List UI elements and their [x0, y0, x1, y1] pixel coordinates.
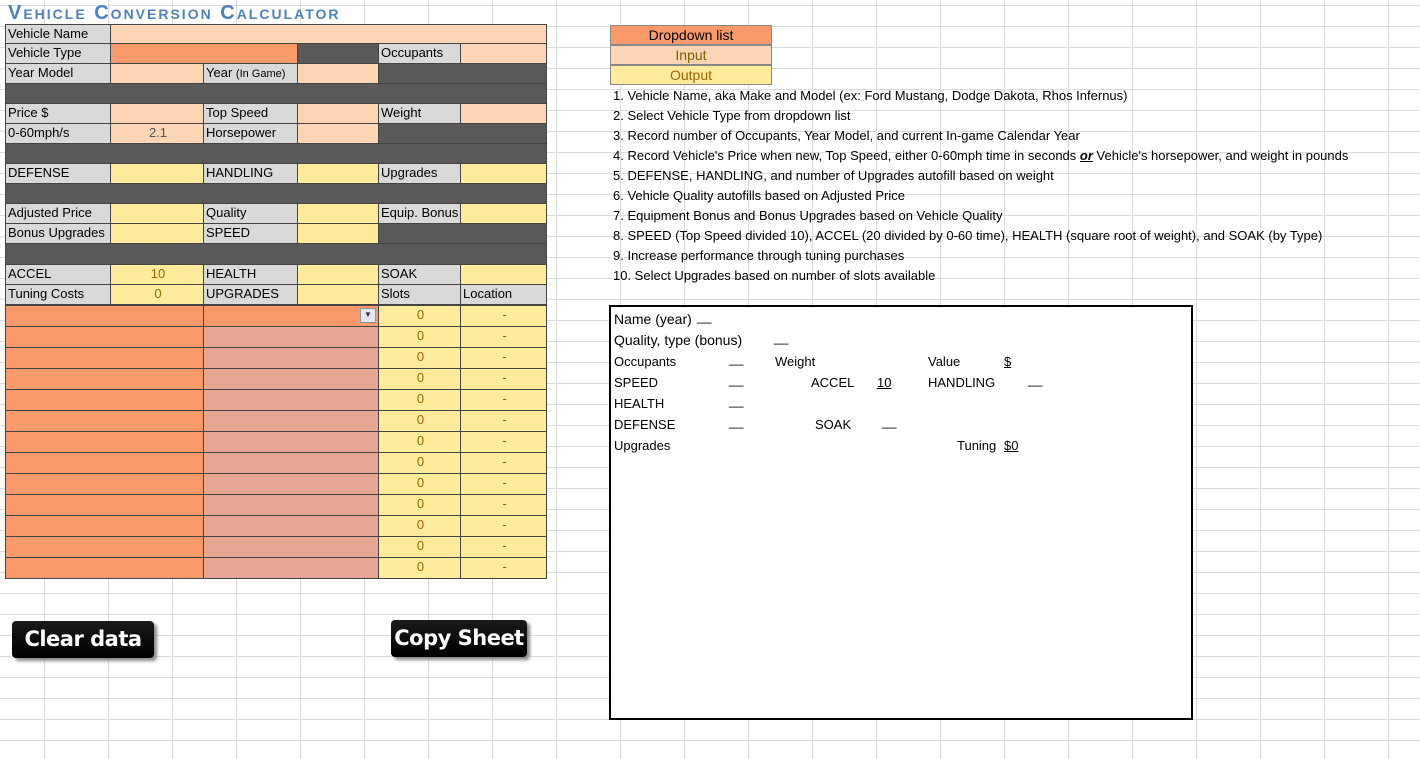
- copy-sheet-button[interactable]: Copy Sheet: [391, 620, 527, 657]
- upgrade-select-cell[interactable]: [203, 536, 379, 558]
- upgrade-select-cell[interactable]: [203, 494, 379, 516]
- instruction-3: 3. Record number of Occupants, Year Model, and current In-game Calendar Year: [613, 128, 1080, 143]
- occupants-label: Occupants: [378, 43, 461, 64]
- dark-band: [5, 243, 547, 265]
- weight-input[interactable]: [460, 103, 547, 124]
- speed-label: SPEED: [203, 223, 298, 244]
- upgrade-select-cell[interactable]: [203, 305, 379, 327]
- in-game-note: (In Game): [235, 68, 286, 80]
- year-label-text: Year: [206, 65, 233, 80]
- horsepower-label: Horsepower: [203, 123, 298, 144]
- upgrade-name-cell[interactable]: [5, 326, 204, 348]
- equip-bonus-label: Equip. Bonus: [378, 203, 461, 224]
- upgrade-location-cell: -: [460, 305, 547, 327]
- tuning-costs-label: Tuning Costs: [5, 284, 111, 305]
- upgrade-slots-cell: 0: [378, 536, 461, 558]
- upgrades-column-header: UPGRADES: [203, 284, 298, 305]
- upgrade-slots-cell: 0: [378, 452, 461, 474]
- horsepower-input[interactable]: [297, 123, 379, 144]
- instruction-8: 8. SPEED (Top Speed divided 10), ACCEL (20 divided by 0-60 time), HEALTH (square root of weight), and SOAK (by Type): [613, 228, 1323, 243]
- card-tuning-label: Tuning: [957, 438, 997, 453]
- health-label: HEALTH: [203, 264, 298, 285]
- upgrade-location-cell: -: [460, 431, 547, 453]
- weight-label: Weight: [378, 103, 461, 124]
- upgrade-name-cell[interactable]: [5, 389, 204, 411]
- upgrade-slots-cell: 0: [378, 494, 461, 516]
- dark-band: [5, 83, 547, 104]
- defense-label: DEFENSE: [5, 163, 111, 184]
- upgrade-name-cell[interactable]: [5, 305, 204, 327]
- instruction-1: 1. Vehicle Name, aka Make and Model (ex: Ford Mustang, Dodge Dakota, Rhos Infernus): [613, 88, 1128, 103]
- card-speed-value: __: [729, 372, 744, 387]
- tuning-costs-output: 0: [110, 284, 204, 305]
- defense-output: [110, 163, 204, 184]
- upgrade-name-cell[interactable]: [5, 473, 204, 495]
- upgrade-slots-cell: 0: [378, 515, 461, 537]
- year-in-game-label: [203, 63, 298, 84]
- card-health-label: HEALTH: [614, 396, 665, 411]
- upgrade-name-cell[interactable]: [5, 452, 204, 474]
- card-value-value: $: [1004, 354, 1012, 369]
- card-soak-label: SOAK: [815, 417, 852, 432]
- card-occupants-label: Occupants: [614, 354, 677, 369]
- accel-label: ACCEL: [5, 264, 111, 285]
- card-value-label: Value: [928, 354, 961, 369]
- quality-label: Quality: [203, 203, 298, 224]
- card-accel-value: 10: [877, 375, 892, 390]
- year-model-input[interactable]: [110, 63, 204, 84]
- card-speed-label: SPEED: [614, 375, 659, 390]
- upgrade-location-cell: -: [460, 494, 547, 516]
- soak-label: SOAK: [378, 264, 461, 285]
- upgrade-location-cell: -: [460, 389, 547, 411]
- dropdown-caret-icon[interactable]: ▼: [360, 308, 376, 323]
- vehicle-stat-card: [609, 305, 1193, 720]
- upgrade-location-cell: -: [460, 326, 547, 348]
- upgrade-slots-cell: 0: [378, 368, 461, 390]
- upgrade-slots-cell: 0: [378, 431, 461, 453]
- upgrade-name-cell[interactable]: [5, 347, 204, 369]
- zero-sixty-input[interactable]: 2.1: [110, 123, 204, 144]
- dark-spacer: [378, 223, 547, 244]
- equip-bonus-output: [460, 203, 547, 224]
- upgrade-location-cell: -: [460, 452, 547, 474]
- card-handling-value: __: [1028, 372, 1043, 387]
- upgrade-select-cell[interactable]: [203, 515, 379, 537]
- upgrade-select-cell[interactable]: [203, 347, 379, 369]
- upgrade-slots-cell: 0: [378, 473, 461, 495]
- upgrade-location-cell: -: [460, 410, 547, 432]
- card-occupants-value: __: [729, 351, 744, 366]
- year-model-label: Year Model: [5, 63, 111, 84]
- upgrade-slots-cell: 0: [378, 305, 461, 327]
- card-health-value: __: [729, 393, 744, 408]
- card-tuning-value: $0: [1004, 438, 1019, 453]
- upgrade-slots-cell: 0: [378, 326, 461, 348]
- top-speed-input[interactable]: [297, 103, 379, 124]
- dark-spacer: [378, 123, 547, 144]
- upgrade-select-cell[interactable]: [203, 431, 379, 453]
- clear-data-button[interactable]: Clear data: [12, 621, 154, 658]
- slots-header: Slots: [378, 284, 461, 305]
- instruction-7: 7. Equipment Bonus and Bonus Upgrades based on Vehicle Quality: [613, 208, 1003, 223]
- upgrades-label: Upgrades: [378, 163, 461, 184]
- upgrade-slots-cell: 0: [378, 347, 461, 369]
- location-header: Location: [460, 284, 547, 305]
- card-soak-value: __: [882, 414, 897, 429]
- price-label: Price $: [5, 103, 111, 124]
- upgrades-output: [460, 163, 547, 184]
- dark-band: [5, 183, 547, 204]
- soak-output: [460, 264, 547, 285]
- card-upgrades-label: Upgrades: [614, 438, 671, 453]
- instruction-4-part-a: 4. Record Vehicle's Price when new, Top Speed, either 0-60mph time in seconds: [613, 148, 1077, 163]
- card-defense-value: __: [729, 414, 744, 429]
- upgrade-select-cell[interactable]: [203, 452, 379, 474]
- upgrade-select-cell[interactable]: [203, 473, 379, 495]
- instruction-10: 10. Select Upgrades based on number of slots available: [613, 268, 936, 283]
- card-accel-label: ACCEL: [811, 375, 855, 390]
- upgrade-slots-cell: 0: [378, 557, 461, 579]
- bonus-upgrades-output: [110, 223, 204, 244]
- quality-output: [297, 203, 379, 224]
- upgrade-location-cell: -: [460, 473, 547, 495]
- instruction-2: 2. Select Vehicle Type from dropdown list: [613, 108, 851, 123]
- zero-sixty-label: 0-60mph/s: [5, 123, 111, 144]
- instruction-6: 6. Vehicle Quality autofills based on Adjusted Price: [613, 188, 905, 203]
- instruction-9: 9. Increase performance through tuning purchases: [613, 248, 905, 263]
- card-quality-value: __: [774, 330, 789, 345]
- upgrade-name-cell[interactable]: [5, 557, 204, 579]
- upgrade-location-cell: -: [460, 515, 547, 537]
- price-input[interactable]: [110, 103, 204, 124]
- top-speed-label: Top Speed: [203, 103, 298, 124]
- upgrade-select-cell[interactable]: [203, 410, 379, 432]
- vehicle-type-dropdown[interactable]: [110, 43, 298, 64]
- upgrade-select-cell[interactable]: [203, 557, 379, 579]
- vehicle-type-label: Vehicle Type: [5, 43, 111, 64]
- upgrade-name-cell[interactable]: [5, 410, 204, 432]
- upgrade-select-cell[interactable]: [203, 389, 379, 411]
- upgrade-name-cell[interactable]: [5, 536, 204, 558]
- upgrade-slots-cell: 0: [378, 389, 461, 411]
- handling-output: [297, 163, 379, 184]
- health-output: [297, 264, 379, 285]
- accel-output: 10: [110, 264, 204, 285]
- dark-spacer: [297, 43, 379, 64]
- dark-band: [5, 143, 547, 164]
- upgrade-select-cell[interactable]: [203, 368, 379, 390]
- upgrade-location-cell: -: [460, 536, 547, 558]
- instruction-4-part-b: Vehicle's horsepower, and weight in pounds: [1096, 148, 1349, 163]
- upgrade-location-cell: -: [460, 347, 547, 369]
- upgrade-select-cell[interactable]: [203, 326, 379, 348]
- upgrade-name-cell[interactable]: [5, 515, 204, 537]
- dark-spacer: [378, 63, 547, 84]
- vehicle-name-input[interactable]: [110, 24, 547, 44]
- card-quality-label: Quality, type (bonus): [614, 332, 743, 348]
- upgrade-location-cell: -: [460, 557, 547, 579]
- upgrade-slots-cell: 0: [378, 410, 461, 432]
- card-weight-label: Weight: [775, 354, 816, 369]
- year-in-game-input[interactable]: [297, 63, 379, 84]
- legend-output: Output: [610, 65, 772, 85]
- adjusted-price-label: Adjusted Price: [5, 203, 111, 224]
- vehicle-name-label: Vehicle Name: [5, 24, 111, 44]
- upgrades-column-spacer: [297, 284, 379, 305]
- instructions-list: [613, 86, 1348, 286]
- calculator-title: Vehicle Conversion Calculator: [8, 2, 341, 24]
- card-name-label: Name (year): [614, 311, 692, 327]
- card-handling-label: HANDLING: [928, 375, 996, 390]
- instruction-5: 5. DEFENSE, HANDLING, and number of Upgrades autofill based on weight: [613, 168, 1054, 183]
- upgrade-name-cell[interactable]: [5, 494, 204, 516]
- card-name-value: __: [697, 309, 712, 324]
- instruction-4: [613, 146, 1348, 166]
- upgrade-name-cell[interactable]: [5, 368, 204, 390]
- handling-label: HANDLING: [203, 163, 298, 184]
- occupants-input[interactable]: [460, 43, 547, 64]
- upgrade-name-cell[interactable]: [5, 431, 204, 453]
- bonus-upgrades-label: Bonus Upgrades: [5, 223, 111, 244]
- instruction-4-or: or: [1079, 148, 1093, 163]
- adjusted-price-output: [110, 203, 204, 224]
- legend-input: Input: [610, 45, 772, 65]
- card-defense-label: DEFENSE: [614, 417, 676, 432]
- speed-output: [297, 223, 379, 244]
- legend-dropdown: Dropdown list: [610, 25, 772, 45]
- upgrade-location-cell: -: [460, 368, 547, 390]
